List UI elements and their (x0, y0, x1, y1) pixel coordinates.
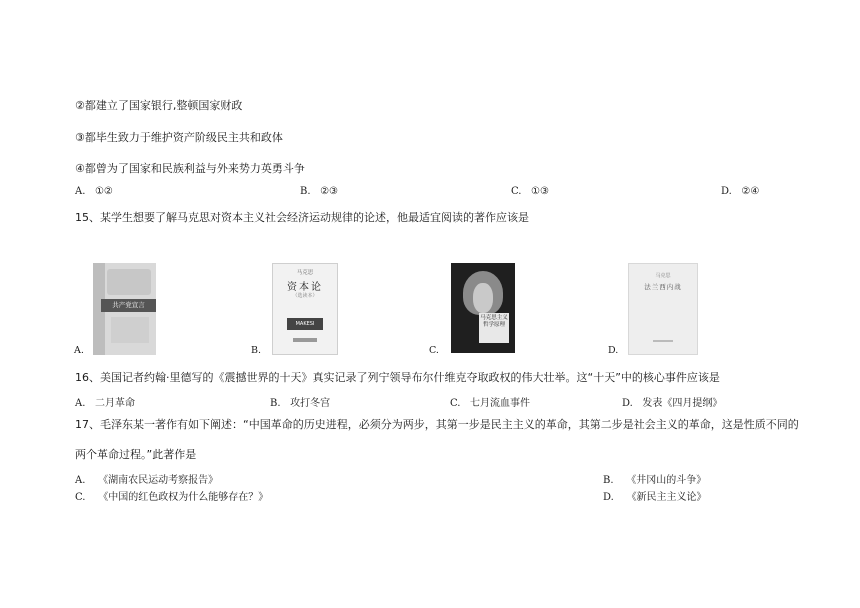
book-cover-d[interactable] (628, 263, 698, 355)
q17-option-c[interactable]: C. 《中国的红色政权为什么能够存在？》 (75, 492, 269, 503)
q16-option-c[interactable]: C. 七月流血事件 (450, 398, 531, 409)
book-b-author: 马克思 (296, 270, 314, 276)
q14-option-c[interactable]: C. ①③ (511, 186, 549, 197)
q15-option-a-letter[interactable]: A. (74, 345, 84, 356)
q15-stem: 15、某学生想要了解马克思对资本主义社会经济运动规律的论述，他最适宜阅读的著作应该是 (75, 211, 529, 224)
book-b-band: MAKESI (287, 318, 323, 330)
q15-option-d-letter[interactable]: D. (608, 345, 619, 356)
q14-option-d[interactable]: D. ②④ (721, 186, 760, 197)
book-b-title: 资本论 (287, 282, 323, 293)
q14-option-b[interactable]: B. ②③ (300, 186, 339, 197)
book-a-title: 共产党宣言 (101, 299, 156, 312)
book-d-title: 法兰西内战 (644, 283, 682, 291)
q14-option-a[interactable]: A. ①② (75, 186, 113, 197)
statement-2: ②都建立了国家银行,整顿国家财政 (75, 99, 243, 112)
q17-option-d[interactable]: D. 《新民主主义论》 (603, 492, 707, 503)
q16-option-b[interactable]: B. 攻打冬宫 (270, 398, 331, 409)
q17-stem-line1: 17、毛泽东某一著作有如下阐述：“中国革命的历史进程，必须分为两步，其第一步是民主主义的革命，其第二步是社会主义的革命，这是性质不同的 (75, 418, 799, 431)
q15-option-c-letter[interactable]: C. (429, 345, 439, 356)
q17-option-a[interactable]: A. 《湖南农民运动考察报告》 (75, 475, 219, 486)
q16-option-a[interactable]: A. 二月革命 (75, 398, 135, 409)
book-cover-a[interactable] (93, 263, 156, 355)
q15-option-b-letter[interactable]: B. (251, 345, 262, 356)
book-c-title: 马克思主义哲学原理 (479, 313, 509, 343)
q17-stem-line2: 两个革命过程。”此著作是 (75, 448, 197, 461)
book-cover-c[interactable] (451, 263, 515, 353)
book-b-subtitle: （选读本） (292, 293, 318, 299)
book-cover-b[interactable] (272, 263, 338, 355)
q17-option-b[interactable]: B. 《井冈山的斗争》 (603, 475, 707, 486)
book-d-author: 马克思 (655, 273, 671, 279)
statement-3: ③都毕生致力于维护资产阶级民主共和政体 (75, 131, 283, 144)
statement-4: ④都曾为了国家和民族利益与外来势力英勇斗争 (75, 162, 305, 175)
q16-option-d[interactable]: D. 发表《四月提纲》 (622, 398, 723, 409)
q16-stem: 16、美国记者约翰·里德写的《震撼世界的十天》真实记录了列宁领导布尔什维克夺取政权的伟大壮举。这“十天”中的核心事件应该是 (75, 371, 720, 384)
